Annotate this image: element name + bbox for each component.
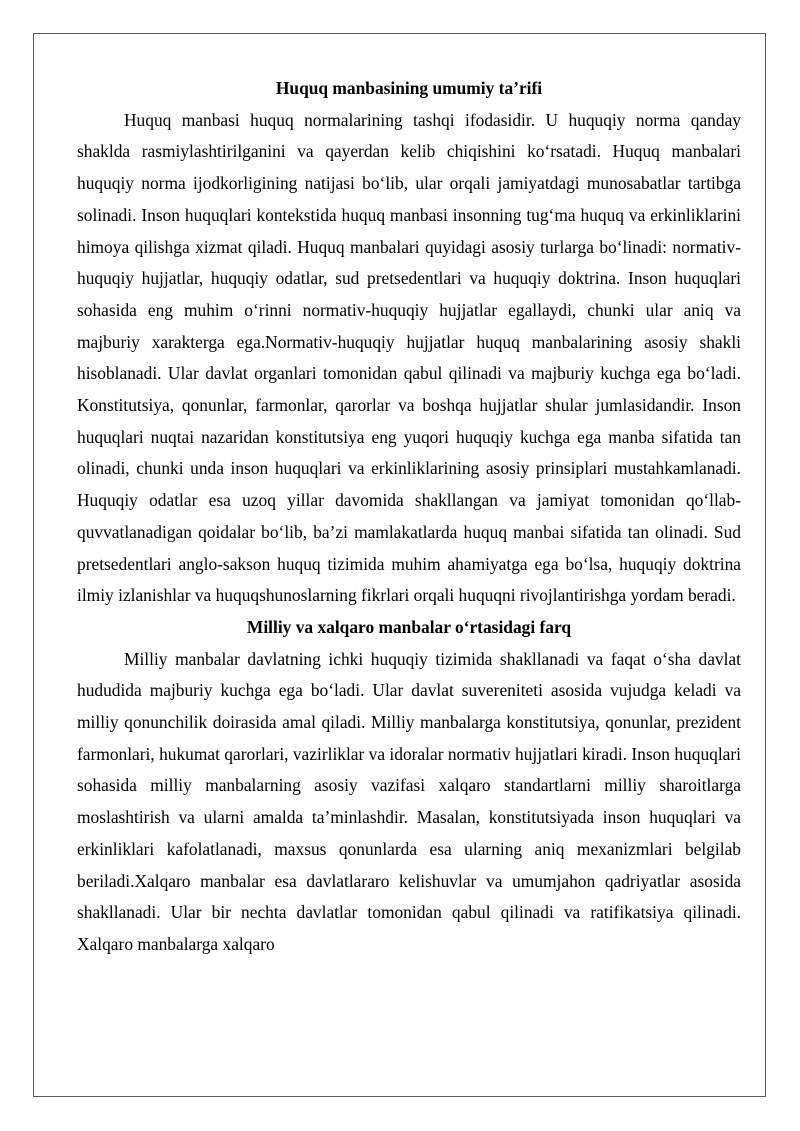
section-heading-definition: Huquq manbasining umumiy ta’rifi (275, 78, 543, 98)
section-heading-difference: Milliy va xalqaro manbalar o‘rtasidagi farq (246, 616, 572, 637)
paragraph-definition: Huquq manbasi huquq normalarining tashqi ifodasidir. U huquqiy norma qanday shaklda rasmiylashtirilganini va qayerdan kelib chiqishini ko‘rsatadi. Huquq manbalari huquqiy norma ijodkorligining natijasi bo‘lib, ular orqali jamiyatdagi munosabatlar tartibga solinadi. Inson huquqlari kontekstida huquq manbasi insonning tug‘ma huquq va erkinliklarini himoya qilishga xizmat qiladi. Huquq manbalari quyidagi asosiy turlarga bo‘linadi: normativ-huquqiy hujjatlar, huquqiy odatlar, sud pretsedentlari va huquqiy doktrina. Inson huquqlari sohasida eng muhim o‘rinni normativ-huquqiy hujjatlar egallaydi, chunki ular aniq va majburiy xarakterga ega.Normativ-huquqiy hujjatlar huquq manbalarining asosiy shakli hisoblanadi. Ular davlat organlari tomonidan qabul qilinadi va majburiy kuchga ega bo‘ladi. Konstitutsiya, qonunlar, farmonlar, qarorlar va boshqa hujjatlar shular jumlasidandir. Inson huquqlari nuqtai nazaridan konstitutsiya eng yuqori huquqiy kuchga ega manba sifatida tan olinadi, chunki unda inson huquqlari va erkinliklarining asosiy prinsiplari mustahkamlanadi. Huquqiy odatlar esa uzoq yillar davomida shakllangan va jamiyat tomonidan qo‘llab-quvvatlanadigan qoidalar bo‘lib, ba’zi mamlakatlarda huquq manbai sifatida tan olinadi. Sud pretsedentlari anglo-sakson huquq tizimida muhim ahamiyatga ega bo‘lsa, huquqiy doktrina ilmiy izlanishlar va huquqshunoslarning fikrlari orqali huquqni rivojlantirishga yordam beradi. (77, 109, 741, 606)
paragraph-difference: Milliy manbalar davlatning ichki huquqiy tizimida shakllanadi va faqat o‘sha davlat hududida majburiy kuchga ega bo‘ladi. Ular davlat suvereniteti asosida vujudga keladi va milliy qonunchilik doirasida amal qiladi. Milliy manbalarga konstitutsiya, qonunlar, prezident farmonlari, hukumat qarorlari, vazirliklar va idoralar normativ hujjatlari kiradi. Inson huquqlari sohasida milliy manbalarning asosiy vazifasi xalqaro standartlarni milliy sharoitlarga moslashtirish va ularni amalda ta’minlashdir. Masalan, konstitutsiyada inson huquqlari va erkinliklari kafolatlanadi, maxsus qonunlarda esa ularning aniq mexanizmlari belgilab beriladi.Xalqaro manbalar esa davlatlararo kelishuvlar va umumjahon qadriyatlar asosida shakllanadi. Ular bir nechta davlatlar tomonidan qabul qilinadi va ratifikatsiya qilinadi. Xalqaro manbalarga xalqaro (77, 648, 742, 954)
document-body (77, 73, 741, 961)
